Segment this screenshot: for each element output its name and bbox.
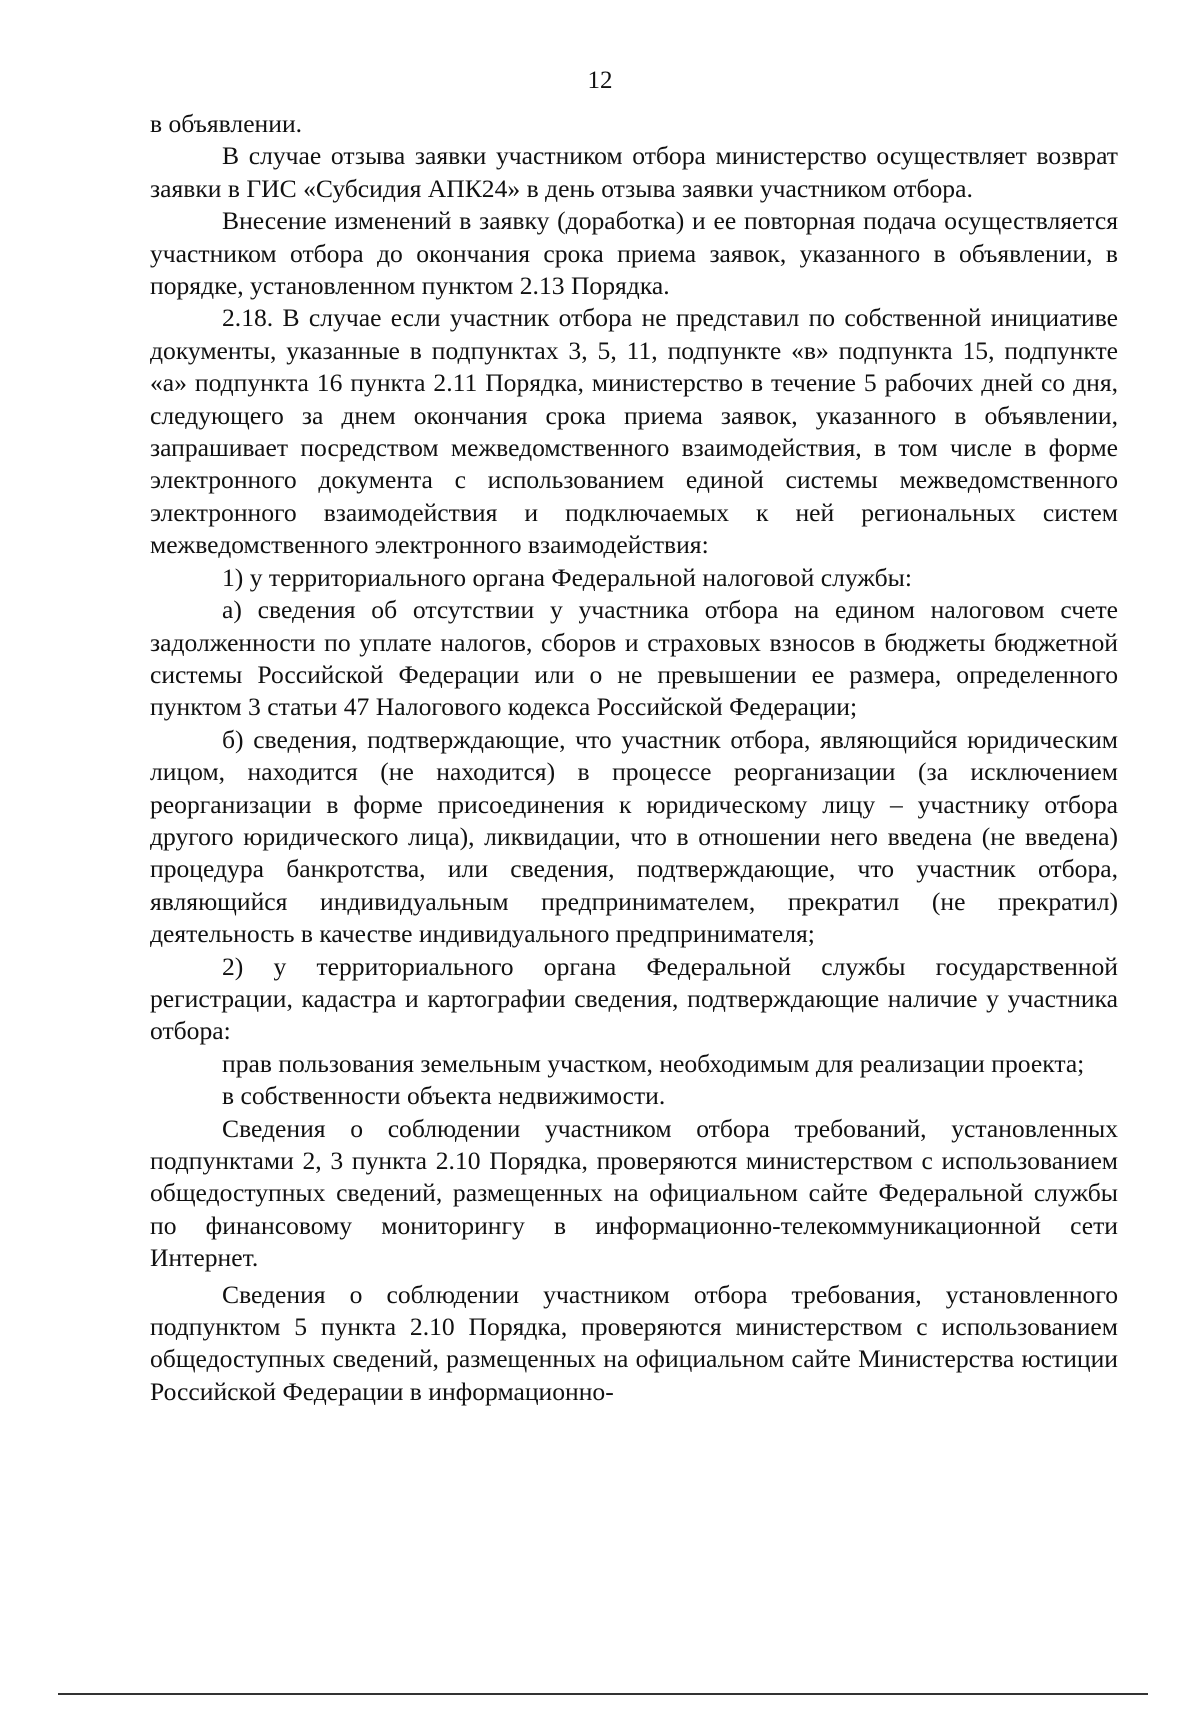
document-body [150,108,1118,1408]
paragraph-2: В случае отзыва заявки участником отбора министерство осуществляет возврат заявки в ГИС «Субсидия АПК24» в день отзыва заявки участником отбора. [150,141,1118,203]
paragraph-6: а) сведения об отсутствии у участника отбора на едином налоговом счете задолженности по уплате налогов, сборов и страховых взносов в бюджеты бюджетной системы Российской Федерации или о не превышении ее размера, определенного пунктом 3 статьи 47 Налогового кодекса Российской Федерации; [150,595,1118,722]
footer-rule [58,1693,1148,1695]
paragraph-4: 2.18. В случае если участник отбора не представил по собственной инициативе документы, указанные в подпунктах 3, 5, 11, подпункте «в» подпункта 15, подпункте «а» подпункта 16 пункта 2.11 Порядка, министерство в течение 5 рабочих дней со дня, следующего за днем окончания срока приема заявок, указанного в объявлении, запрашивает посредством межведомственного взаимодействия, в том числе в форме электронного документа с использованием единой системы межведомственного электронного взаимодействия и подключаемых к ней региональных систем межведомственного электронного взаимодействия: [150,303,1118,560]
paragraph-7: б) сведения, подтверждающие, что участник отбора, являющийся юридическим лицом, находится (не находится) в процессе реорганизации (за исключением реорганизации в форме присоединения к юридическому лицу – участнику отбора другого юридического лица), ликвидации, что в отношении него введена (не введена) процедура банкротства, или сведения, подтверждающие, что участник отбора, являющийся индивидуальным предпринимателем, прекратил (не прекратил) деятельность в качестве индивидуального предпринимателя; [150,724,1118,949]
paragraph-8: 2) у территориального органа Федеральной службы государственной регистрации, кадастра и картографии сведения, подтверждающие наличие у участника отбора: [150,951,1118,1046]
paragraph-1: в объявлении. [150,109,303,138]
paragraph-10: в собственности объекта недвижимости. [222,1081,666,1111]
paragraph-5: 1) у территориального органа Федеральной налоговой службы: [222,562,912,592]
page-number: 12 [587,67,613,94]
paragraph-9: прав пользования земельным участком, необходимым для реализации проекта; [222,1048,1085,1078]
paragraph-11: Сведения о соблюдении участником отбора требований, установленных подпунктами 2, 3 пункта 2.10 Порядка, проверяются министерством с использованием общедоступных сведений, размещенных на официальном сайте Федеральной службы по финансовому мониторингу в информационно-телекоммуникационной сети Интернет. [150,1113,1118,1273]
paragraph-3: Внесение изменений в заявку (доработка) и ее повторная подача осуществляется участником отбора до окончания срока приема заявок, указанного в объявлении, в порядке, установленном пунктом 2.13 Порядка. [150,206,1118,301]
paragraph-12: Сведения о соблюдении участником отбора требования, установленного подпунктом 5 пункта 2.10 Порядка, проверяются министерством с использованием общедоступных сведений, размещенных на официальном сайте Министерства юстиции Российской Федерации в информационно- [150,1279,1118,1406]
